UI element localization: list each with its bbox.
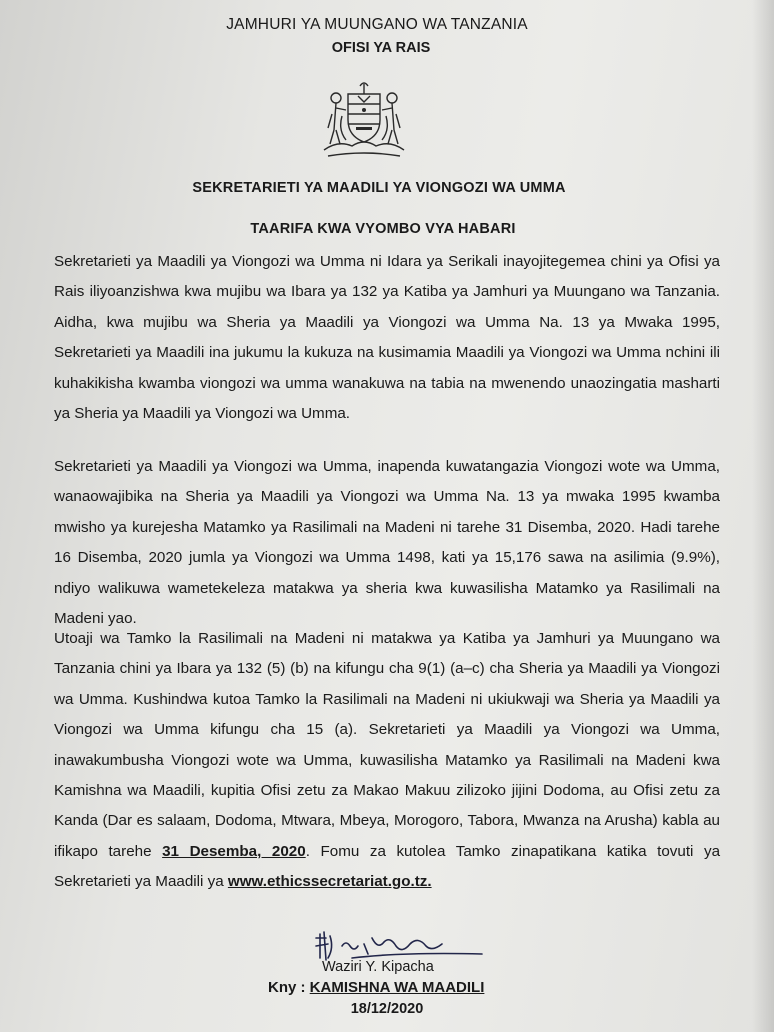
paragraph-1: Sekretarieti ya Maadili ya Viongozi wa Umma ni Idara ya Serikali inayojitegemea chini ya Ofisi ya Rais iliyoanzishwa kwa mujibu wa Ibara ya 132 ya Katiba ya Jamhuri ya Muungano wa Tanzania. Aidha, kwa mujibu wa Sheria ya Maadili ya Viongozi wa Umma Na. 13 ya Mwaka 1995, Sekretarieti ya Maadili ina jukumu la kukuza na kusimamia Maadili ya Viongozi wa Umma nchini ili kuhakikisha kwamba viongozi wa umma wanakuwa na tabia na mwenendo unaozingatia masharti ya Sheria ya Maadili ya Viongozi wa Umma. [54,253,720,423]
agency-title: SEKRETARIETI YA MAADILI YA VIONGOZI WA UMMA [192,180,566,196]
on-behalf-line [268,979,484,996]
paragraph-2: Sekretarieti ya Maadili ya Viongozi wa Umma, inapenda kuwatangazia Viongozi wote wa Umma, wanaowajibika na Sheria ya Maadili ya Viongozi wa Umma Na. 13 ya mwaka 1995 kwamba mwisho ya kurejesha Matamko ya Rasilimali na Madeni ni tarehe 31 Disemba, 2020. Hadi tarehe 16 Disemba, 2020 jumla ya Viongozi wa Umma 1498, kati ya 15,176 sawa na asilimia (9.9%), ndiyo walikuwa wametekeleza matakwa ya sheria kwa kuwasilisha Matamko ya Rasilimali na Madeni yao. [54,458,720,628]
paragraph-3 [54,624,720,898]
page-shadow-edge [752,0,774,1032]
kny-prefix: Kny : [268,979,310,996]
republic-heading: JAMHURI YA MUUNGANO WA TANZANIA [226,16,528,33]
coat-of-arms-icon [318,80,410,160]
commissioner-title: KAMISHNA WA MAADILI [309,979,485,996]
signer-name: Waziri Y. Kipacha [322,959,434,975]
website-link[interactable]: www.ethicssecretariat.go.tz. [227,873,432,891]
document-date: 18/12/2020 [350,1001,424,1017]
office-heading: OFISI YA RAIS [331,40,431,56]
paragraph-3-text-cont: . Fomu za kutolea Tamko zinapatikana katika tovuti ya Sekretarieti ya Maadili ya [54,842,721,891]
paragraph-3-text: Utoaji wa Tamko la Rasilimali na Madeni ni matakwa ya Katiba ya Jamhuri ya Muungano wa Tanzania chini ya Ibara ya 132 (5) (b) na kifungu cha 9(1) (a–c) cha Sheria ya Maadili ya Viongozi wa Umma. Kushindwa kutoa Tamko la Rasilimali na Madeni ni ukiukwaji wa Sheria ya Maadili ya Viongozi wa Umma kifungu cha 15 (a). Sekretarieti ya Maadili ya Viongozi wa Umma, inawakumbusha Viongozi wote wa Umma, kuwasilisha Matamko ya Rasilimali na Madeni kwa Kamishna wa Maadili, kupitia Ofisi zetu za Makao Makuu zilizoko jijini Dodoma, au Ofisi zetu za Kanda (Dar es salaam, Dodoma, Mtwara, Mbeya, Morogoro, Tabora, Mwanza na Arusha) kabla au ifikapo tarehe [54,630,720,860]
press-release-title: TAARIFA KWA VYOMBO VYA HABARI [250,221,516,237]
deadline-date: 31 Desemba, 2020 [162,842,306,860]
